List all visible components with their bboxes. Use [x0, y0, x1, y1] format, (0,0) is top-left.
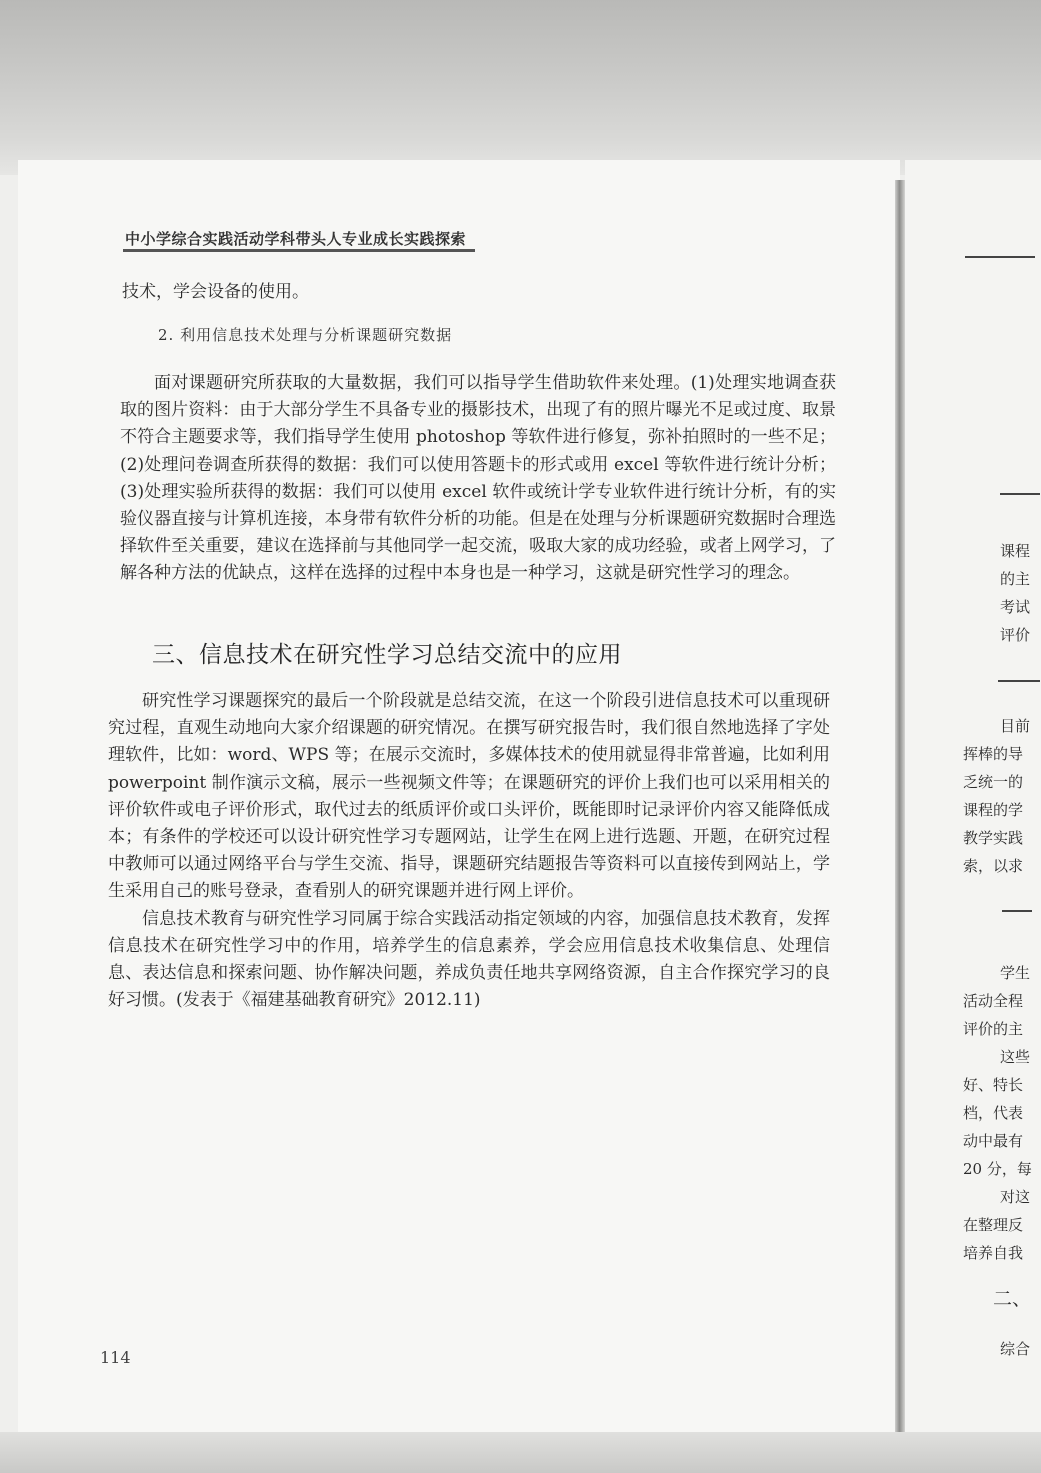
- right-fragment: 挥棒的导: [963, 745, 1024, 763]
- subsection-title: 2. 利用信息技术处理与分析课题研究数据: [158, 326, 453, 344]
- running-head: 中小学综合实践活动学科带头人专业成长实践探索: [125, 230, 467, 248]
- right-fragment: 索，以求: [963, 857, 1024, 875]
- right-page-rule-3: [998, 680, 1040, 682]
- section-title: 三、信息技术在研究性学习总结交流中的应用: [152, 642, 622, 668]
- right-fragment: 乏统一的: [963, 773, 1024, 791]
- book-spine-fold: [895, 180, 905, 1440]
- scan-shadow-top: [0, 0, 1041, 175]
- right-fragment: 培养自我: [963, 1244, 1024, 1262]
- right-fragment: 这些: [1000, 1048, 1031, 1066]
- right-fragment: 动中最有: [963, 1132, 1024, 1150]
- right-fragment: 学生: [1000, 964, 1031, 982]
- page-number: 114: [100, 1348, 131, 1367]
- right-fragment: 评价的主: [963, 1020, 1024, 1038]
- right-fragment: 综合: [1000, 1340, 1031, 1358]
- right-fragment: 课程: [1000, 542, 1031, 560]
- continuation-line: 技术，学会设备的使用。: [122, 282, 309, 302]
- paragraph-3: 信息技术教育与研究性学习同属于综合实践活动指定领域的内容，加强信息技术教育，发挥信息技术在研究性学习中的作用，培养学生的信息素养，学会应用信息技术收集信息、处理信息、表达信息和探索问题、协作解决问题，养成负责任地共享网络资源，自主合作探究学习的良好习惯。(发表于《福建基础教育研究》2012.11): [108, 908, 830, 1011]
- right-fragment: 目前: [1000, 717, 1031, 735]
- right-fragment: 好、特长: [963, 1076, 1024, 1094]
- right-page-rule-1: [965, 256, 1035, 258]
- paragraph-data-processing: [120, 370, 836, 588]
- right-fragment: 课程的学: [963, 801, 1024, 819]
- paragraph-2: 研究性学习课题探究的最后一个阶段就是总结交流，在这一个阶段引进信息技术可以重现研究过程，直观生动地向大家介绍课题的研究情况。在撰写研究报告时，我们很自然地选择了字处理软件，比如：word、WPS 等；在展示交流时，多媒体技术的使用就显得非常普遍，比如利用 powerpoint 制作演示文稿，展示一些视频文件等；在课题研究的评价上我们也可以采用相关的评价软件或电子评价形式，取代过去的纸质评价或口头评价，既能即时记录评价内容又能降低成本；有条件的学校还可以设计研究性学习专题网站，让学生在网上进行选题、开题，在研究过程中教师可以通过网络平台与学生交流、指导，课题研究结题报告等资料可以直接传到网站上，学生采用自己的账号登录，查看别人的研究课题并进行网上评价。: [108, 691, 830, 902]
- right-fragment: 考试: [1000, 598, 1031, 616]
- right-fragment: 教学实践: [963, 829, 1024, 847]
- right-fragment: 的主: [1000, 570, 1031, 588]
- right-fragment: 在整理反: [963, 1216, 1024, 1234]
- running-head-rule: [123, 249, 475, 252]
- section-body: [108, 688, 830, 1014]
- right-fragment: 20 分，每: [963, 1160, 1032, 1178]
- scan-shadow-bottom: [0, 1432, 1041, 1473]
- right-page-rule-4: [1002, 910, 1032, 912]
- right-fragment: 二、: [993, 1288, 1032, 1310]
- right-fragment: 档，代表: [963, 1104, 1024, 1122]
- paragraph-1: 面对课题研究所获取的大量数据，我们可以指导学生借助软件来处理。(1)处理实地调查获取的图片资料：由于大部分学生不具备专业的摄影技术，出现了有的照片曝光不足或过度、取景不符合主题要求等，我们指导学生使用 photoshop 等软件进行修复，弥补拍照时的一些不足；(2)处理问卷调查所获得的数据：我们可以使用答题卡的形式或用 excel 等软件进行统计分析；(3)处理实验所获得的数据：我们可以使用 excel 软件或统计学专业软件进行统计分析，有的实验仪器直接与计算机连接，本身带有软件分析的功能。但是在处理与分析课题研究数据时合理选择软件至关重要，建议在选择前与其他同学一起交流，吸取大家的成功经验，或者上网学习，了解各种方法的优缺点，这样在选择的过程中本身也是一种学习，这就是研究性学习的理念。: [120, 373, 836, 584]
- right-page-rule-2: [1000, 493, 1040, 495]
- right-fragment: 评价: [1000, 626, 1031, 644]
- continuation-text: [122, 279, 842, 306]
- right-fragment: 活动全程: [963, 992, 1024, 1010]
- right-fragment: 对这: [1000, 1188, 1031, 1206]
